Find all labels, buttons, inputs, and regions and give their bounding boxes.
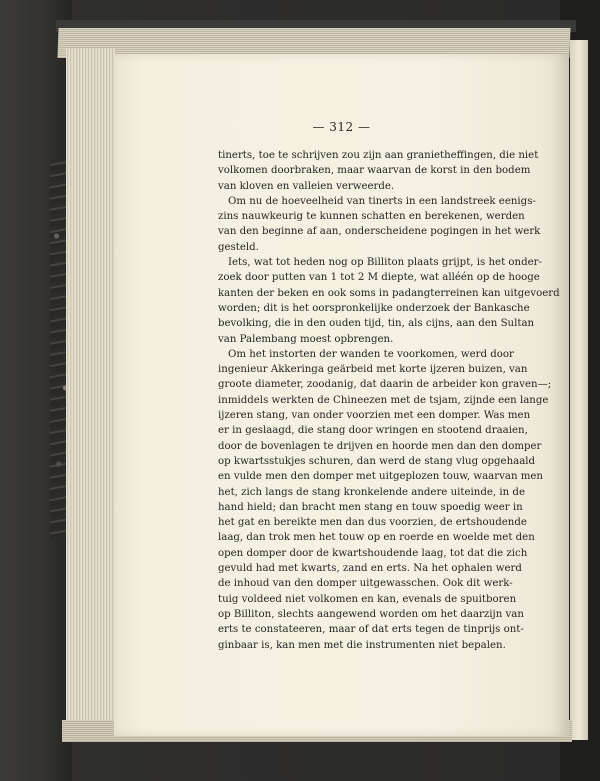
text-line: van Palembang moest opbrengen. [218, 333, 394, 345]
facing-page-edge [570, 40, 588, 740]
text-line: open domper door de kwartshoudende laag, tot dat die zich [218, 547, 528, 559]
text-line: groote diameter, zoodanig, dat daarin de arbeider kon graven—; [218, 379, 552, 391]
text-line: gevuld had met kwarts, zand en erts. Na het ophalen werd [218, 563, 522, 575]
text-line: er in geslaagd, die stang door wringen en stootend draaien, [218, 425, 528, 437]
text-line: ijzeren stang, van onder voorzien met een domper. Was men [218, 410, 531, 422]
text-line: zins nauwkeurig te kunnen schatten en berekenen, werden [218, 211, 525, 223]
text-line: kanten der beken en ook soms in padangterreinen kan uitgevoerd [218, 287, 560, 299]
text-line: gesteld. [218, 241, 259, 253]
body-text [218, 148, 560, 653]
page-number: — 312 — [312, 120, 371, 134]
book-page [114, 54, 569, 736]
text-line: het gat en bereikte men dan dus voorzien, de ertshoudende [218, 517, 527, 529]
text-line: hand hield; dan bracht men stang en touw spoedig weer in [218, 501, 523, 513]
text-line: laag, dan trok men het touw op en roerde en woelde met den [218, 532, 535, 544]
text-line: Om nu de hoeveelheid van tinerts in een landstreek eenigs- [228, 195, 536, 207]
text-line: zoek door putten van 1 tot 2 M diepte, wat alléén op de hooge [218, 272, 540, 284]
text-line: ginbaar is, kan men met die instrumenten niet bepalen. [218, 639, 506, 651]
text-line: ingenieur Akkeringa geärbeid met korte ijzeren buizen, van [218, 364, 528, 376]
text-line: op Billiton, slechts aangewend worden om het daarzijn van [218, 608, 524, 620]
text-line: op kwartsstukjes schuren, dan werd de stang vlug opgehaald [218, 455, 536, 467]
text-line: en vulde men den domper met uitgeplozen touw, waarvan men [218, 471, 543, 483]
text-line: worden; dit is het oorspronkelijke onderzoek der Bankasche [218, 302, 530, 314]
text-line: Iets, wat tot heden nog op Billiton plaats grijpt, is het onder- [228, 257, 542, 269]
text-line: van den beginne af aan, onderscheidene pogingen in het werk [218, 226, 541, 238]
text-line: tinerts, toe te schrijven zou zijn aan granietheffingen, die niet [218, 150, 539, 161]
text-line: bevolking, die in den ouden tijd, tin, als cijns, aan den Sultan [218, 318, 535, 330]
text-line: door de bovenlagen te drijven en hoorde men dan den domper [218, 440, 542, 452]
text-line: erts te constateeren, maar of dat erts tegen de tinprijs ont- [218, 624, 524, 636]
text-line: volkomen doorbraken, maar waarvan de korst in den bodem [218, 165, 531, 177]
text-line: van kloven en valleien verweerde. [218, 180, 395, 192]
text-line: het, zich langs de stang kronkelende andere uiteinde, in de [218, 486, 525, 498]
text-line: Om het instorten der wanden te voorkomen, werd door [228, 348, 514, 360]
text-line: inmiddels werkten de Chineezen met de tsjam, zijnde een lange [218, 394, 549, 406]
text-line: tuig voldeed niet volkomen en kan, evenals de spuitboren [218, 593, 517, 605]
text-line: de inhoud van den domper uitgewasschen. Ook dit werk- [218, 578, 513, 590]
page-edges-side [66, 48, 116, 738]
